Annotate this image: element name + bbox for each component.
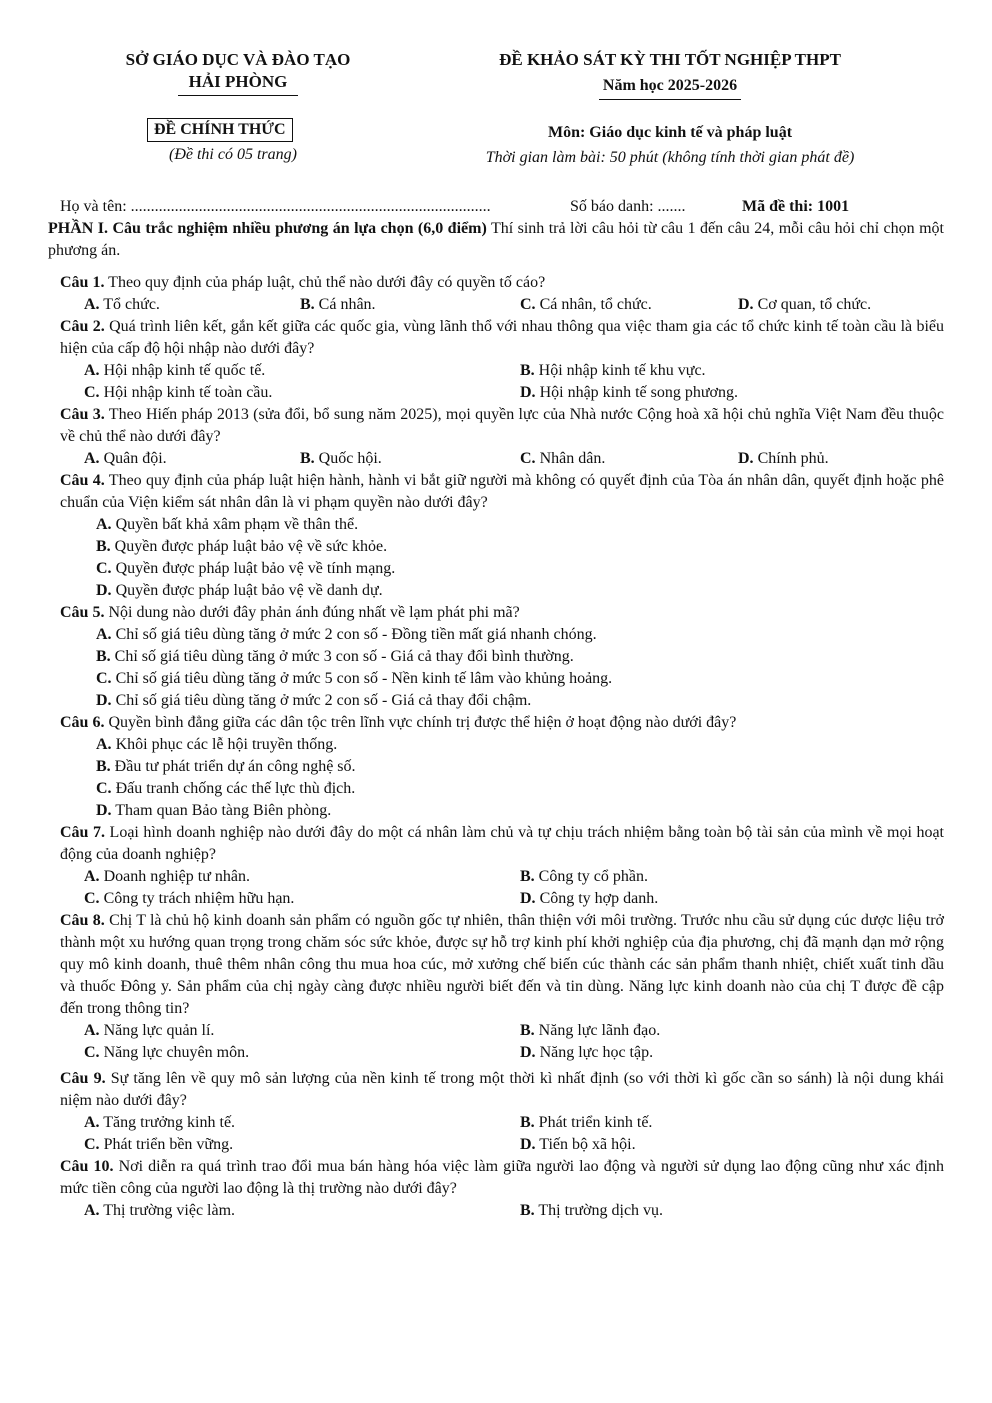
option-b[interactable]: B. Phát triển kinh tế.: [520, 1114, 653, 1131]
question-6: [60, 712, 944, 822]
part-heading: [48, 218, 944, 262]
question-text: Sự tăng lên về quy mô sản lượng của nền kinh tế trong một thời kì nhất định (so với thời kì gốc cần so sánh) là nội dung khái niệm nào dưới đây?: [60, 1070, 944, 1109]
option-c[interactable]: C. Cá nhân, tổ chức.: [520, 296, 652, 313]
options-row: [84, 1200, 944, 1222]
option-a[interactable]: A. Quyền bất khả xâm phạm về thân thể.: [96, 516, 359, 533]
question-label: Câu 8.: [60, 912, 105, 929]
question-3: [60, 404, 944, 470]
school-year: Năm học 2025-2026: [602, 77, 738, 94]
option-d[interactable]: D. Quyền được pháp luật bảo vệ về danh dự.: [96, 582, 383, 599]
option-c[interactable]: C. Công ty trách nhiệm hữu hạn.: [84, 890, 295, 907]
question-label: Câu 10.: [60, 1158, 114, 1175]
option-a[interactable]: A. Doanh nghiệp tư nhân.: [84, 868, 250, 885]
option-c[interactable]: C. Chỉ số giá tiêu dùng tăng ở mức 5 con số - Nền kinh tế lâm vào khủng hoảng.: [96, 670, 613, 687]
part-title: PHẦN I. Câu trắc nghiệm nhiều phương án lựa chọn (6,0 điểm): [48, 220, 487, 237]
question-8: [60, 910, 944, 1064]
option-d[interactable]: D. Cơ quan, tổ chức.: [738, 296, 872, 313]
candidate-name-field: Họ và tên: ..........................................................................................: [60, 198, 491, 215]
subject-title: Môn: Giáo dục kinh tế và pháp luật: [547, 124, 793, 141]
exam-title: ĐỀ KHẢO SÁT KỲ THI TỐT NGHIỆP THPT: [499, 50, 841, 69]
option-c[interactable]: C. Hội nhập kinh tế toàn cầu.: [84, 384, 273, 401]
pages-note: (Đề thi có 05 trang): [169, 146, 297, 163]
options-row: [84, 360, 944, 382]
option-b[interactable]: B. Năng lực lãnh đạo.: [520, 1022, 661, 1039]
question-label: Câu 4.: [60, 472, 105, 489]
time-note: Thời gian làm bài: 50 phút (không tính thời gian phát đề): [485, 149, 855, 166]
options-row: [84, 866, 944, 888]
option-c[interactable]: C. Đấu tranh chống các thế lực thù địch.: [96, 780, 356, 797]
option-d[interactable]: D. Chính phủ.: [738, 450, 829, 467]
option-a[interactable]: A. Tổ chức.: [84, 296, 160, 313]
question-label: Câu 3.: [60, 406, 105, 423]
options-row: [84, 294, 944, 316]
official-badge: ĐỀ CHÍNH THỨC: [147, 118, 293, 142]
part-instruction: Thí sinh trả lời câu hỏi từ câu 1 đến câu 24, mỗi câu hỏi chỉ chọn một phương án.: [48, 220, 944, 259]
option-a[interactable]: A. Tăng trưởng kinh tế.: [84, 1114, 236, 1131]
exam-header: [460, 49, 880, 100]
option-a[interactable]: A. Quân đội.: [84, 450, 167, 467]
option-b[interactable]: B. Quốc hội.: [300, 450, 382, 467]
header-underline: [178, 95, 298, 96]
question-label: Câu 1.: [60, 274, 105, 291]
question-text: Quá trình liên kết, gắn kết giữa các quốc gia, vùng lãnh thổ với nhau thông qua việc tham gia các tổ chức kinh tế toàn cầu là biểu hiện của cấp độ hội nhập nào dưới đây?: [60, 318, 945, 357]
option-c[interactable]: C. Nhân dân.: [520, 450, 606, 467]
option-d[interactable]: D. Năng lực học tập.: [520, 1044, 654, 1061]
option-a[interactable]: A. Thị trường việc làm.: [84, 1202, 236, 1219]
question-4: [60, 470, 944, 602]
option-c[interactable]: C. Năng lực chuyên môn.: [84, 1044, 250, 1061]
question-text: Chị T là chủ hộ kinh doanh sản phẩm có nguồn gốc tự nhiên, thân thiện với môi trường. Trước nhu cầu sử dụng cúc dược liệu trở thành một xu hướng quan trọng trong chăm sóc sức khỏe, được sự hỗ trợ kinh phí khởi nghiệp của địa phương, chị đã mạnh dạn mở rộng quy mô kinh doanh, thuê thêm nhân công thu mua hoa cúc, mở xưởng chế biến cúc thành các sản phẩm thanh nhiệt, chiết xuất tinh dầu và thuốc Đông y. Sản phẩm của chị ngày càng được nhiều người biết đến và tin dùng. Năng lực kinh doanh nào của chị T được đề cập đến trong thông tin?: [60, 912, 945, 1017]
question-10: [60, 1156, 944, 1222]
option-c[interactable]: C. Phát triển bền vững.: [84, 1136, 234, 1153]
question-text: Nơi diễn ra quá trình trao đổi mua bán hàng hóa việc làm giữa người lao động và người sử dụng lao động cũng như xác định mức tiền công của người lao động là thị trường nào dưới đây?: [60, 1158, 944, 1197]
option-b[interactable]: B. Chỉ số giá tiêu dùng tăng ở mức 3 con số - Giá cả thay đổi bình thường.: [96, 648, 574, 665]
option-d[interactable]: D. Công ty hợp danh.: [520, 890, 659, 907]
question-text: Theo quy định của pháp luật hiện hành, hành vi bắt giữ người mà không có quyết định của Tòa án nhân dân, quyết định hoặc phê chuẩn của Viện kiểm sát nhân dân là vi phạm quyền nào dưới đây?: [60, 472, 944, 511]
option-c[interactable]: C. Quyền được pháp luật bảo vệ về tính mạng.: [96, 560, 396, 577]
exam-code: Mã đề thi: 1001: [742, 198, 850, 215]
candidate-number-field: Số báo danh: .......: [570, 198, 686, 215]
question-label: Câu 6.: [60, 714, 105, 731]
option-b[interactable]: B. Đầu tư phát triển dự án công nghệ số.: [96, 758, 356, 775]
question-text: Theo quy định của pháp luật, chủ thể nào dưới đây có quyền tố cáo?: [104, 274, 546, 291]
question-1: [60, 272, 944, 316]
question-9: [60, 1068, 944, 1156]
exam-body: [48, 218, 944, 1222]
option-a[interactable]: A. Hội nhập kinh tế quốc tế.: [84, 362, 266, 379]
question-text: Theo Hiến pháp 2013 (sửa đổi, bổ sung năm 2025), mọi quyền lực của Nhà nước Cộng hoà xã hội chủ nghĩa Việt Nam đều thuộc về chủ thể nào dưới đây?: [60, 406, 945, 445]
option-a[interactable]: A. Chỉ số giá tiêu dùng tăng ở mức 2 con số - Đồng tiền mất giá nhanh chóng.: [96, 626, 597, 643]
option-a[interactable]: A. Năng lực quản lí.: [84, 1022, 215, 1039]
option-d[interactable]: D. Chỉ số giá tiêu dùng tăng ở mức 2 con số - Giá cả thay đổi chậm.: [96, 692, 532, 709]
question-7: [60, 822, 944, 910]
question-label: Câu 9.: [60, 1070, 106, 1087]
option-b[interactable]: B. Cá nhân.: [300, 296, 376, 313]
option-b[interactable]: B. Thị trường dịch vụ.: [520, 1202, 664, 1219]
city-name: HẢI PHÒNG: [188, 72, 288, 91]
header-underline: [599, 99, 741, 100]
question-5: [60, 602, 944, 712]
question-text: Quyền bình đẳng giữa các dân tộc trên lĩnh vực chính trị được thể hiện ở hoạt động nào dưới đây?: [104, 714, 737, 731]
options-row: [84, 1020, 944, 1042]
option-b[interactable]: B. Công ty cổ phần.: [520, 868, 648, 885]
candidate-info-row: [60, 196, 940, 218]
department-name: SỞ GIÁO DỤC VÀ ĐÀO TẠO: [125, 50, 351, 69]
options-row: [84, 1134, 944, 1156]
option-a[interactable]: A. Khôi phục các lễ hội truyền thống.: [96, 736, 338, 753]
options-row: [84, 1112, 944, 1134]
option-d[interactable]: D. Tham quan Bảo tàng Biên phòng.: [96, 802, 332, 819]
option-d[interactable]: D. Hội nhập kinh tế song phương.: [520, 384, 739, 401]
question-label: Câu 7.: [60, 824, 105, 841]
options-row: [84, 448, 944, 470]
option-b[interactable]: B. Hội nhập kinh tế khu vực.: [520, 362, 706, 379]
department-header: [102, 49, 374, 96]
option-d[interactable]: D. Tiến bộ xã hội.: [520, 1136, 636, 1153]
question-label: Câu 5.: [60, 604, 105, 621]
question-text: Nội dung nào dưới đây phản ánh đúng nhất về lạm phát phi mã?: [104, 604, 520, 621]
question-text: Loại hình doanh nghiệp nào dưới đây do một cá nhân làm chủ và tự chịu trách nhiệm bằng toàn bộ tài sản của mình về mọi hoạt động của doanh nghiệp?: [60, 824, 944, 863]
options-row: [84, 1042, 944, 1064]
options-row: [84, 888, 944, 910]
question-2: [60, 316, 944, 404]
option-b[interactable]: B. Quyền được pháp luật bảo vệ về sức khỏe.: [96, 538, 388, 555]
options-row: [84, 382, 944, 404]
question-label: Câu 2.: [60, 318, 105, 335]
